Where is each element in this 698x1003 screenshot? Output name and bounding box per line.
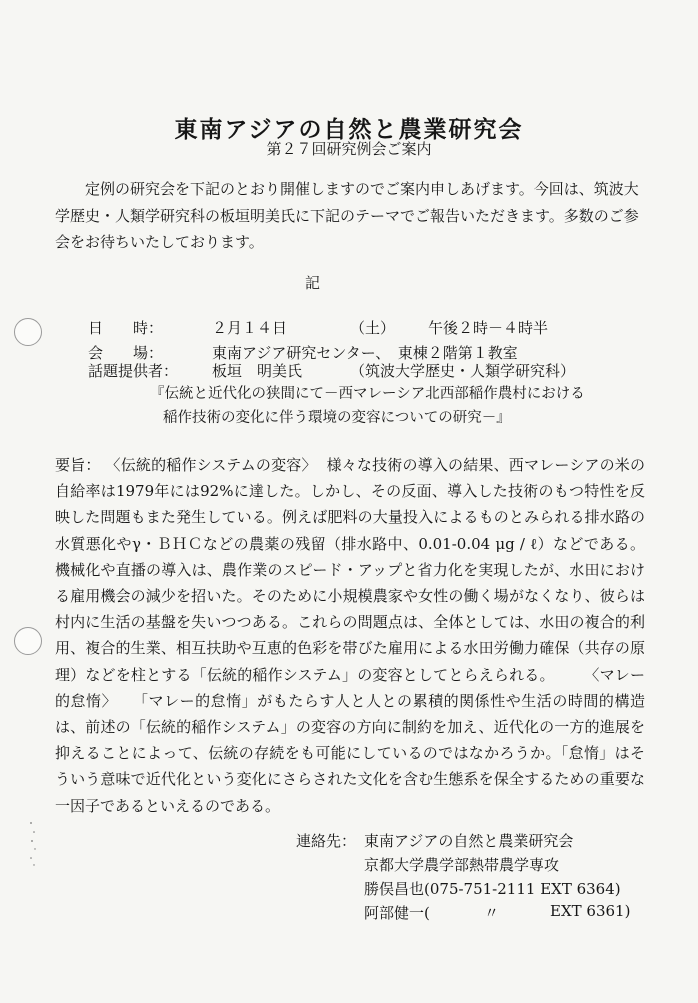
summary-heading-1: 〈伝統的稲作システムの変容〉 [105,456,317,474]
contact-dept: 京都大学農学部熱帯農学専攻 [364,856,560,874]
summary-label: 要旨： [55,456,101,474]
date-weekday: （土） [350,319,396,337]
summary-paragraph [55,452,645,819]
document-title: 東南アジアの自然と農業研究会 [174,116,524,143]
date-time: 午後２時－４時半 [428,319,549,337]
theme-line-1: 『伝統と近代化の狭間にて－西マレーシア北西部稲作農村における [150,386,585,402]
venue-value: 東南アジア研究センター、 東棟２階第１教室 [212,344,518,362]
punch-hole-bottom [14,627,42,655]
date-label: 日 時： [88,319,164,337]
speaker-name: 板垣 明美氏 [212,362,303,380]
scan-speckle-marks [28,818,38,868]
punch-hole-top [14,318,42,346]
document-subtitle: 第２７回研究例会ご案内 [266,140,432,158]
ki-heading: 記 [305,274,321,292]
speaker-label: 話題提供者： [88,362,179,380]
theme-line-2: 稲作技術の変化に伴う環境の変容についての研究－』 [163,410,511,426]
speaker-affiliation: （筑波大学歴史・人類学研究科） [350,362,576,380]
contact-org: 東南アジアの自然と農業研究会 [364,832,574,850]
presentation-theme [150,382,650,430]
contact-person-2-ditto: 〃 [484,904,500,922]
contact-person-2-ext: EXT 6361) [550,902,631,920]
contact-label: 連絡先： [296,832,357,850]
contact-person-2-name: 阿部健一( [364,904,430,922]
venue-label: 会 場： [88,344,164,362]
summary-text-2: 「マレー的怠惰」がもたらす人と人との累積的関係性や生活の時間的構造は、前述の「伝統的稲作システム」の変容の方向に制約を加え、近代化の一方的進展を抑えることによって、伝統の存続をも可能にしているのではなかろうか。「怠惰」はそういう意味で近代化という変化にさらされた文化を含む生態系を保全するための重要な一因子であるといえるのである。 [55,691,645,815]
date-value: ２月１４日 [212,319,288,337]
summary-heading-2: 〈マレー的怠惰〉 [55,665,645,710]
intro-paragraph: 定例の研究会を下記のとおり開催しますのでご案内申しあげます。今回は、筑波大学歴史・人類学研究科の板垣明美氏に下記のテーマでご報告いただきます。多数のご参会をお待ちいたしております。 [55,180,639,251]
summary-text-1: 様々な技術の導入の結果、西マレーシアの米の自給率は1979年には92%に達した。しかし、その反面、導入した技術のもつ特性を反映した問題もまた発生している。例えば肥料の大量投入によるものとみられる排水路の水質悪化やγ・ＢＨＣなどの農薬の残留（排水路中、0.01-0.04 μg / ℓ）などである。機械化や直播の導入は、農作業のスピード・アップと省力化を実現したが、水田における雇用機会の減少を招いた。そのために小規模農家や女性の働く場がなくなり、彼らは村内に生活の基盤を失いつつある。これらの問題点は、全体としては、水田の複合的利用、複合的生業、相互扶助や互恵的色彩を帯びた雇用による水田労働力確保（共存の原理）などを柱とする「伝統的稲作システム」の変容としてとらえられる。 [55,456,645,684]
contact-person-1: 勝俣昌也(075-751-2111 EXT 6364) [364,880,621,898]
